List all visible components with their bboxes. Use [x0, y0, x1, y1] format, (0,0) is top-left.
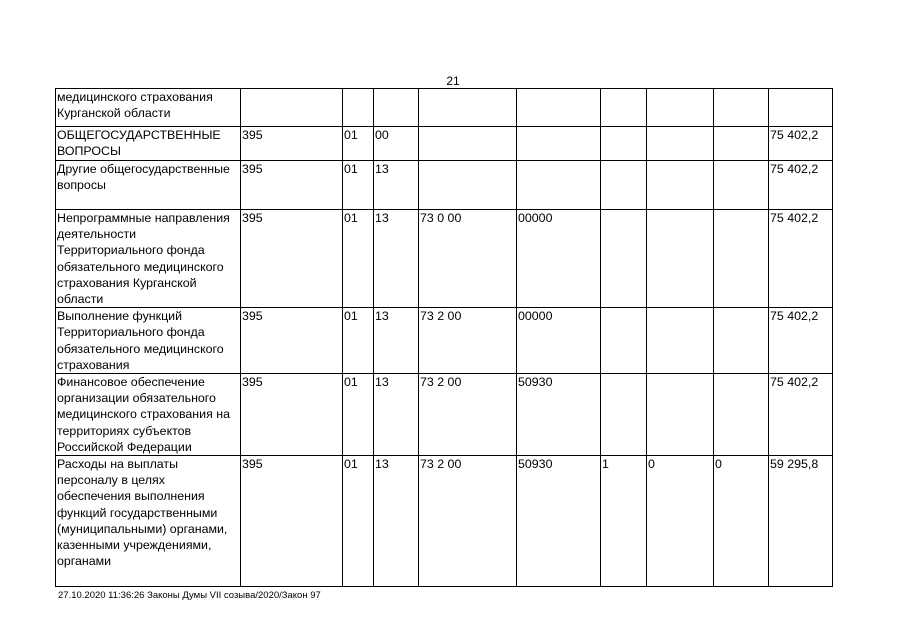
cell-section: 01	[343, 374, 374, 456]
cell-section: 01	[343, 210, 374, 308]
cell-expense-type-1	[601, 127, 647, 161]
cell-section: 01	[343, 127, 374, 161]
table-row	[56, 127, 833, 161]
cell-target-article: 73 0 00	[419, 210, 517, 308]
cell-amount: 75 402,2	[769, 374, 833, 456]
cell-expense-type-3	[714, 161, 769, 210]
cell-expense-type-2	[647, 127, 714, 161]
cell-name: медицинского страхования Курганской области	[56, 89, 241, 127]
cell-expense-type-3	[714, 127, 769, 161]
cell-admin-code: 395	[241, 374, 343, 456]
cell-subsection: 13	[374, 374, 419, 456]
cell-subsection: 13	[374, 308, 419, 374]
cell-expense-code: 00000	[517, 308, 601, 374]
cell-admin-code: 395	[241, 308, 343, 374]
cell-expense-code: 50930	[517, 456, 601, 587]
table-row	[56, 161, 833, 210]
cell-expense-code	[517, 127, 601, 161]
cell-expense-type-3	[714, 374, 769, 456]
cell-expense-type-2	[647, 210, 714, 308]
cell-name: Расходы на выплаты персоналу в целях обеспечения выполнения функций государственными (муниципальными) органами, казенными учреждениями, органами	[56, 456, 241, 587]
cell-expense-type-3	[714, 89, 769, 127]
cell-section: 01	[343, 308, 374, 374]
cell-expense-type-1	[601, 210, 647, 308]
cell-expense-code: 00000	[517, 210, 601, 308]
cell-subsection: 00	[374, 127, 419, 161]
cell-section	[343, 89, 374, 127]
cell-admin-code: 395	[241, 456, 343, 587]
table-row	[56, 374, 833, 456]
cell-expense-type-1	[601, 374, 647, 456]
cell-admin-code	[241, 89, 343, 127]
page-number: 21	[446, 74, 460, 88]
cell-admin-code: 395	[241, 161, 343, 210]
cell-subsection: 13	[374, 210, 419, 308]
cell-expense-type-1	[601, 89, 647, 127]
cell-expense-code: 50930	[517, 374, 601, 456]
table-row	[56, 89, 833, 127]
cell-section: 01	[343, 161, 374, 210]
cell-expense-type-2	[647, 374, 714, 456]
cell-section: 01	[343, 456, 374, 587]
cell-amount: 75 402,2	[769, 210, 833, 308]
cell-subsection: 13	[374, 161, 419, 210]
footer-timestamp: 27.10.2020 11:36:26 Законы Думы VII созыва/2020/Закон 97	[58, 590, 321, 601]
cell-expense-type-3: 0	[714, 456, 769, 587]
cell-amount: 75 402,2	[769, 127, 833, 161]
cell-expense-type-1: 1	[601, 456, 647, 587]
cell-amount	[769, 89, 833, 127]
cell-expense-type-3	[714, 308, 769, 374]
table-row	[56, 456, 833, 587]
budget-table	[55, 88, 833, 587]
cell-name: Финансовое обеспечение организации обязательного медицинского страхования на территориях субъектов Российской Федерации	[56, 374, 241, 456]
table-row	[56, 308, 833, 374]
cell-target-article	[419, 89, 517, 127]
cell-expense-type-2	[647, 161, 714, 210]
cell-admin-code: 395	[241, 127, 343, 161]
cell-target-article	[419, 127, 517, 161]
cell-amount: 59 295,8	[769, 456, 833, 587]
cell-name: ОБЩЕГОСУДАРСТВЕННЫЕ ВОПРОСЫ	[56, 127, 241, 161]
cell-name: Другие общегосударственные вопросы	[56, 161, 241, 210]
cell-target-article: 73 2 00	[419, 308, 517, 374]
cell-target-article	[419, 161, 517, 210]
cell-expense-type-2: 0	[647, 456, 714, 587]
table-row	[56, 210, 833, 308]
cell-expense-type-2	[647, 308, 714, 374]
cell-subsection	[374, 89, 419, 127]
cell-amount: 75 402,2	[769, 308, 833, 374]
cell-expense-type-1	[601, 308, 647, 374]
cell-target-article: 73 2 00	[419, 374, 517, 456]
cell-subsection: 13	[374, 456, 419, 587]
cell-name: Выполнение функций Территориального фонда обязательного медицинского страхования	[56, 308, 241, 374]
cell-expense-type-1	[601, 161, 647, 210]
cell-expense-type-3	[714, 210, 769, 308]
cell-admin-code: 395	[241, 210, 343, 308]
cell-expense-code	[517, 161, 601, 210]
cell-amount: 75 402,2	[769, 161, 833, 210]
cell-expense-type-2	[647, 89, 714, 127]
cell-expense-code	[517, 89, 601, 127]
cell-target-article: 73 2 00	[419, 456, 517, 587]
cell-name: Непрограммные направления деятельности Территориального фонда обязательного медицинского страхования Курганской области	[56, 210, 241, 308]
